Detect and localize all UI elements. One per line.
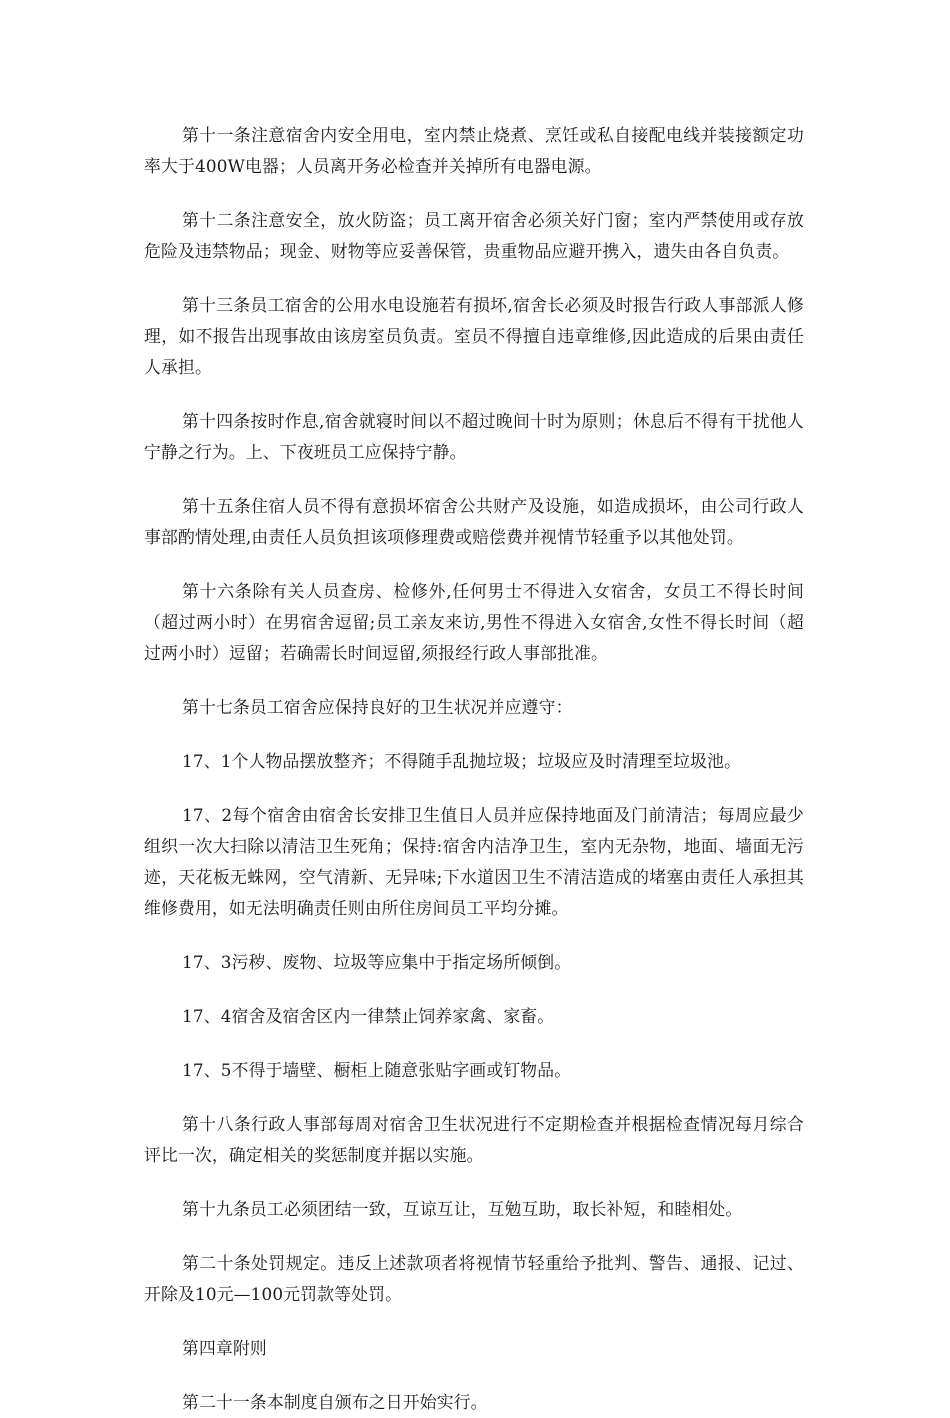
article-21-paragraph: 第二十一条本制度自颁布之日开始实行。: [182, 1392, 488, 1412]
document-body: [144, 120, 804, 1418]
clause-17-2-paragraph: 17、2每个宿舍由宿舍长安排卫生值日人员并应保持地面及门前清洁；每周应最少组织一次大扫除以清洁卫生死角；保持:宿舍内洁净卫生，室内无杂物，地面、墙面无污迹，天花板无蛛网，空气清新、无异味;下水道因卫生不清洁造成的堵塞由责任人承担其维修费用，如无法明确责任则由所住房间员工平均分摊。: [144, 805, 804, 918]
article-16-paragraph: 第十六条除有关人员查房、检修外,任何男士不得进入女宿舍，女员工不得长时间（超过两小时）在男宿舍逗留;员工亲友来访,男性不得进入女宿舍,女性不得长时间（超过两小时）逗留；若确需长时间逗留,须报经行政人事部批准。: [144, 581, 804, 663]
clause-17-1-paragraph: 17、1个人物品摆放整齐；不得随手乱抛垃圾；垃圾应及时清理至垃圾池。: [182, 751, 742, 771]
article-20-paragraph: 第二十条处罚规定。违反上述款项者将视情节轻重给予批判、警告、通报、记过、开除及10元—100元罚款等处罚。: [144, 1253, 804, 1304]
clause-17-3-paragraph: 17、3污秽、废物、垃圾等应集中于指定场所倾倒。: [182, 952, 572, 972]
article-17-paragraph: 第十七条员工宿舍应保持良好的卫生状况并应遵守：: [182, 697, 573, 717]
article-13-paragraph: 第十三条员工宿舍的公用水电设施若有损坏,宿舍长必须及时报告行政人事部派人修理，如不报告出现事故由该房室员负责。室员不得擅自违章维修,因此造成的后果由责任人承担。: [144, 295, 804, 377]
article-14-paragraph: 第十四条按时作息,宿舍就寝时间以不超过晚间十时为原则；休息后不得有干扰他人宁静之行为。上、下夜班员工应保持宁静。: [144, 411, 804, 462]
article-19-paragraph: 第十九条员工必须团结一致，互谅互让，互勉互助，取长补短，和睦相处。: [182, 1199, 743, 1219]
article-11-paragraph: 第十一条注意宿舍内安全用电，室内禁止烧煮、烹饪或私自接配电线并装接额定功率大于400W电器；人员离开务必检查并关掉所有电器电源。: [144, 125, 804, 176]
article-12-paragraph: 第十二条注意安全，放火防盗；员工离开宿舍必须关好门窗；室内严禁使用或存放危险及违禁物品；现金、财物等应妥善保管，贵重物品应避开携入，遗失由各自负责。: [144, 210, 804, 261]
chapter-4-heading: 第四章附则: [182, 1338, 267, 1358]
article-15-paragraph: 第十五条住宿人员不得有意损坏宿舍公共财产及设施，如造成损坏，由公司行政人事部酌情处理,由责任人员负担该项修理费或赔偿费并视情节轻重予以其他处罚。: [144, 496, 804, 547]
clause-17-5-paragraph: 17、5不得于墙壁、橱柜上随意张贴字画或钉物品。: [182, 1060, 572, 1080]
clause-17-4-paragraph: 17、4宿舍及宿舍区内一律禁止饲养家禽、家畜。: [182, 1006, 555, 1026]
article-18-paragraph: 第十八条行政人事部每周对宿舍卫生状况进行不定期检查并根据检查情况每月综合评比一次，确定相关的奖惩制度并据以实施。: [144, 1114, 804, 1165]
